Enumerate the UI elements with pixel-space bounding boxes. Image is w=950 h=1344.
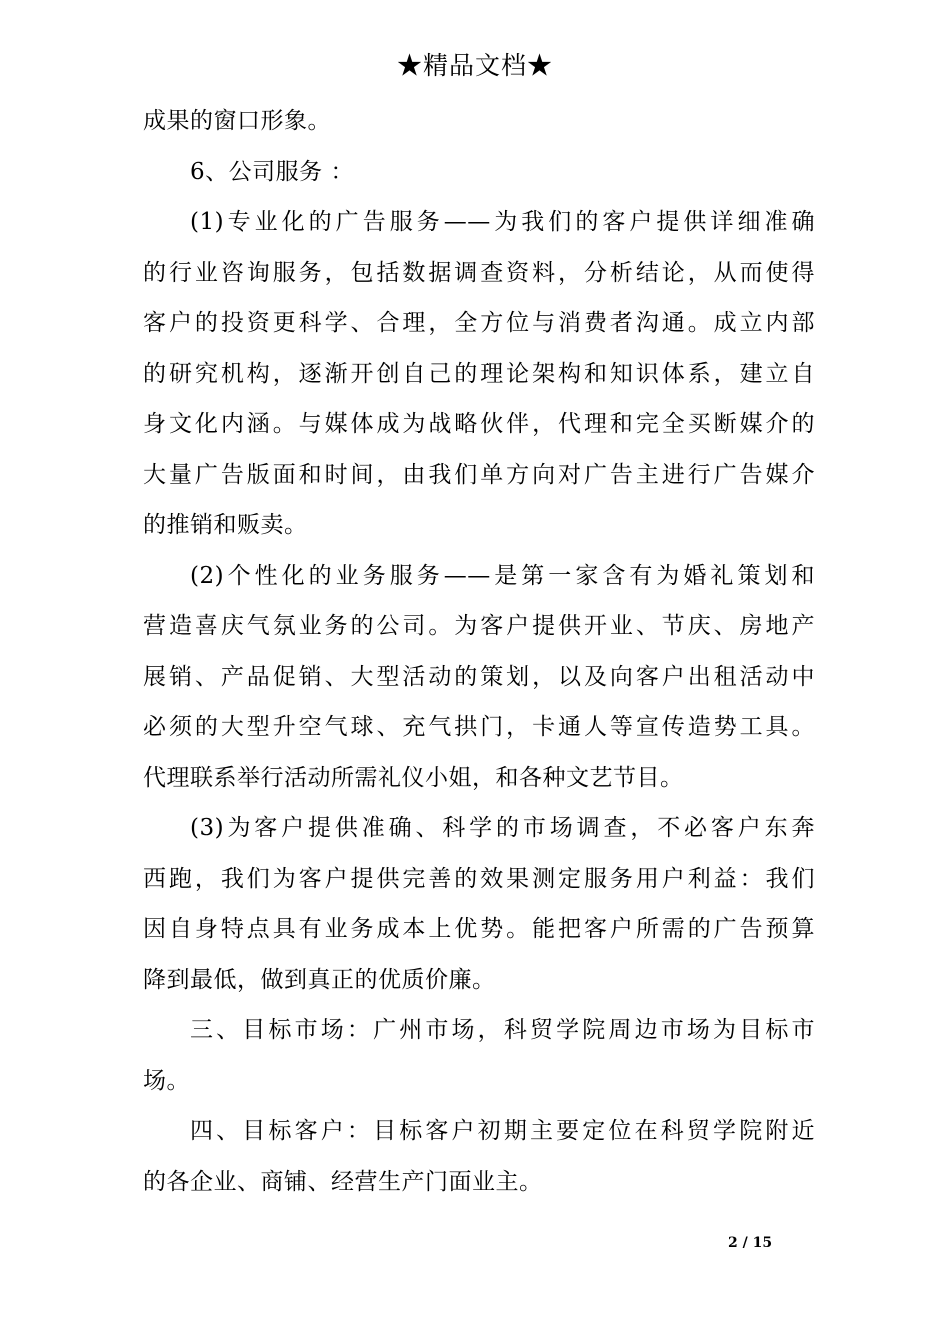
section-heading-target-market: 三、目标市场：广州市场，科贸学院周边市场为目标市 xyxy=(190,1017,815,1043)
page-number: 2 / 15 xyxy=(728,1235,773,1251)
text-line: (1)专业化的广告服务——为我们的客户提供详细准确 xyxy=(190,209,815,235)
text-line: (2)个性化的业务服务——是第一家含有为婚礼策划和 xyxy=(190,562,815,589)
text-line: 的行业咨询服务，包括数据调查资料，分析结论，从而使得 xyxy=(143,259,815,286)
text-line: 成果的窗口形象。 xyxy=(143,108,331,134)
text-line: 因自身特点具有业务成本上优势。能把客户所需的广告预算 xyxy=(143,916,815,942)
text-line: 降到最低，做到真正的优质价廉。 xyxy=(143,966,496,993)
document-body xyxy=(143,96,815,1207)
text-line: 营造喜庆气氛业务的公司。为客户提供开业、节庆、房地产 xyxy=(143,613,815,639)
text-line: 场。 xyxy=(143,1067,190,1094)
text-line: 大量广告版面和时间，由我们单方向对广告主进行广告媒介 xyxy=(143,461,815,488)
text-line: 客户的投资更科学、合理，全方位与消费者沟通。成立内部 xyxy=(143,310,815,336)
text-line: 身文化内涵。与媒体成为战略伙伴，代理和完全买断媒介的 xyxy=(143,411,815,437)
text-line: (3)为客户提供准确、科学的市场调查，不必客户东奔 xyxy=(190,815,815,841)
section-heading-target-customers: 四、目标客户：目标客户初期主要定位在科贸学院附近 xyxy=(190,1118,815,1144)
text-line: 西跑，我们为客户提供完善的效果测定服务用户利益：我们 xyxy=(143,865,815,892)
text-line: 展销、产品促销、大型活动的策划，以及向客户出租活动中 xyxy=(143,663,815,690)
text-line: 必须的大型升空气球、充气拱门，卡通人等宣传造势工具。 xyxy=(143,714,815,740)
section-heading-company-services: 6、公司服务 ： xyxy=(190,158,354,185)
text-line: 代理联系举行活动所需礼仪小姐，和各种文艺节目。 xyxy=(143,764,684,791)
document-header-title: ★精品文档★ xyxy=(396,51,553,80)
text-line: 的研究机构，逐渐开创自己的理论架构和知识体系，建立自 xyxy=(143,360,815,387)
text-line: 的推销和贩卖。 xyxy=(143,512,308,538)
text-line: 的各企业、商铺、经营生产门面业主。 xyxy=(143,1168,543,1195)
